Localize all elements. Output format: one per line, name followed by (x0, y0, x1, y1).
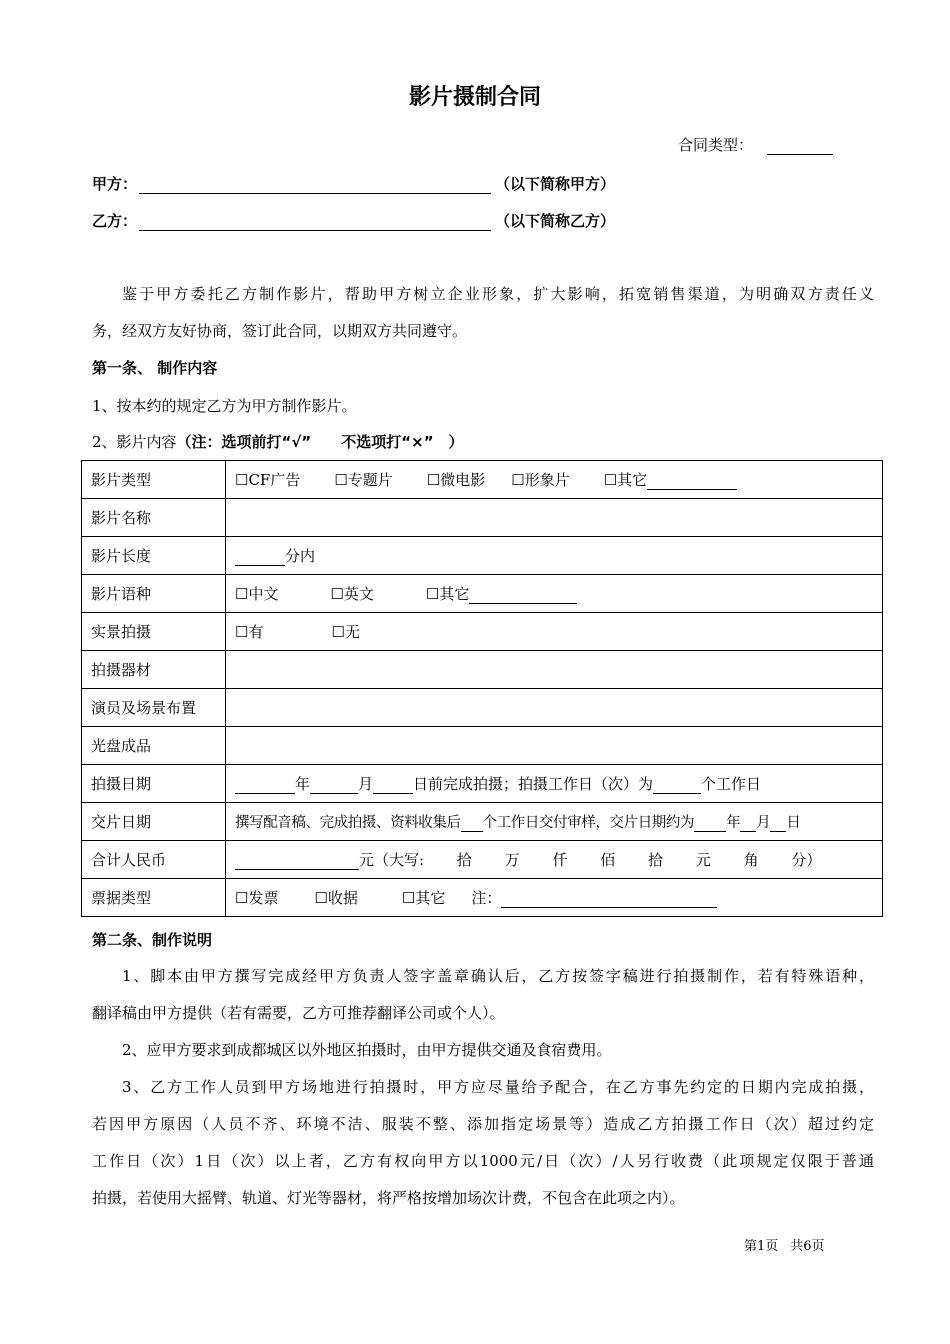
film-length-cell (226, 537, 883, 575)
contract-type (678, 134, 833, 155)
table-row (82, 651, 883, 689)
month-text: 月 (358, 775, 374, 793)
contract-type-blank[interactable] (767, 140, 833, 155)
party-b-label: 乙方： (92, 212, 138, 230)
page-title: 影片摄制合同 (408, 85, 541, 110)
unit-text: 万 (504, 851, 520, 869)
unit-text: 角 (743, 851, 759, 869)
workdays-blank[interactable] (653, 779, 701, 794)
table-row (82, 613, 883, 651)
invoice-type-options (226, 879, 883, 917)
table-row (82, 575, 883, 613)
delivery-month-blank[interactable] (740, 817, 756, 832)
checkbox-no[interactable]: ☐无 (331, 623, 360, 641)
film-language-options (226, 575, 883, 613)
shoot-year-blank[interactable] (235, 779, 295, 794)
party-a-line (92, 173, 615, 194)
table-row (82, 461, 883, 499)
checkbox-chinese[interactable]: ☐中文 (235, 585, 279, 603)
invoice-note-label: 注： (471, 889, 502, 907)
delivery-text-2: 个工作日交付审样，交片日期约为 (482, 815, 695, 831)
page-footer (744, 1235, 837, 1254)
article2-p1-line2: 翻译稿由甲方提供（若有需要，乙方可推荐翻译公司或个人）。 (92, 1004, 505, 1022)
film-spec-table (81, 460, 883, 917)
checkbox-cf-ad[interactable]: ☐CF广告 (235, 471, 301, 489)
article2-p1-line1: 1、脚本由甲方撰写完成经甲方负责人签字盖章确认后，乙方按签字稿进行拍摄制作，若有特殊语种， (122, 967, 874, 985)
checkbox-documentary[interactable]: ☐专题片 (334, 471, 393, 489)
table-row (82, 765, 883, 803)
equipment-label: 拍摄器材 (82, 651, 226, 689)
table-row (82, 879, 883, 917)
language-other-blank[interactable] (469, 589, 577, 604)
article2-p3-line4: 拍摄，若使用大摇臂、轨道、灯光等器材，将严格按增加场次计费，不包含在此项之内）。 (92, 1189, 685, 1207)
article2-p3-line1: 3、乙方工作人员到甲方场地进行拍摄时，甲方应尽量给予配合，在乙方事先约定的日期内完成拍摄， (122, 1078, 874, 1096)
film-length-unit: 分内 (285, 547, 316, 565)
checkbox-yes[interactable]: ☐有 (235, 623, 264, 641)
table-row (82, 537, 883, 575)
day-text: 日 (786, 815, 801, 831)
preamble-line-1: 鉴于甲方委托乙方制作影片，帮助甲方树立企业形象，扩大影响，拓宽销售渠道，为明确双方责任义 (122, 285, 874, 303)
delivery-day-blank[interactable] (770, 817, 786, 832)
equipment-value[interactable] (226, 651, 883, 689)
actors-label: 演员及场景布置 (82, 689, 226, 727)
page-total: 共6页 (790, 1239, 825, 1254)
year-text: 年 (726, 815, 741, 831)
article1-heading: 第一条、 制作内容 (92, 359, 218, 377)
unit-text: 元 (695, 851, 711, 869)
disc-value[interactable] (226, 727, 883, 765)
checkbox-language-other[interactable]: ☐其它 (425, 585, 470, 603)
month-text: 月 (756, 815, 771, 831)
party-b-blank[interactable] (139, 216, 491, 231)
film-length-label: 影片长度 (82, 537, 226, 575)
disc-label: 光盘成品 (82, 727, 226, 765)
invoice-note-blank[interactable] (501, 893, 717, 908)
checkbox-type-other[interactable]: ☐其它 (603, 471, 648, 489)
total-rmb-cell (226, 841, 883, 879)
article1-item2-prefix: 2、影片内容 (92, 433, 177, 451)
article2-p3-line2: 若因甲方原因（人员不齐、环境不洁、服装不整、添加指定场景等）造成乙方拍摄工作日（次）超过约定 (92, 1115, 874, 1133)
invoice-type-label: 票据类型 (82, 879, 226, 917)
checkbox-receipt[interactable]: ☐收据 (314, 889, 358, 907)
delivery-date-cell (226, 803, 883, 841)
table-row (82, 803, 883, 841)
party-b-line (92, 210, 615, 231)
film-type-label: 影片类型 (82, 461, 226, 499)
checkbox-invoice-other[interactable]: ☐其它 (401, 889, 446, 907)
delivery-year-blank[interactable] (694, 817, 726, 832)
article1-item2 (92, 424, 874, 461)
year-text: 年 (295, 775, 311, 793)
article1-item1: 1、按本约的规定乙方为甲方制作影片。 (92, 397, 357, 415)
film-name-value[interactable] (226, 499, 883, 537)
party-a-blank[interactable] (139, 179, 491, 194)
total-rmb-label: 合计人民币 (82, 841, 226, 879)
table-row (82, 499, 883, 537)
shoot-day-text: 日前完成拍摄；拍摄工作日（次）为 (413, 775, 654, 793)
unit-text: 仟 (552, 851, 568, 869)
shoot-date-cell (226, 765, 883, 803)
table-row (82, 689, 883, 727)
article2-p3-line3: 工作日（次）1日（次）以上者，乙方有权向甲方以1000元/日（次）/人另行收费（此项规定仅限于普通 (92, 1152, 874, 1170)
yuan-text: 元（大写: (359, 851, 425, 869)
workdays-text: 个工作日 (701, 775, 762, 793)
article2-p2: 2、应甲方要求到成都城区以外地区拍摄时，由甲方提供交通及食宿费用。 (122, 1041, 612, 1059)
contract-type-label: 合同类型： (678, 136, 754, 154)
unit-text: 分） (791, 851, 822, 869)
location-shoot-options (226, 613, 883, 651)
shoot-day-blank[interactable] (373, 779, 413, 794)
checkbox-english[interactable]: ☐英文 (330, 585, 374, 603)
checkbox-invoice[interactable]: ☐发票 (235, 889, 279, 907)
film-name-label: 影片名称 (82, 499, 226, 537)
review-days-blank[interactable] (461, 817, 483, 832)
unit-text: 拾 (648, 851, 664, 869)
delivery-date-label: 交片日期 (82, 803, 226, 841)
table-row (82, 727, 883, 765)
article1-item2-note: （注：选项前打“√” 不选项打“×” ） (176, 433, 464, 451)
party-a-label: 甲方： (92, 175, 138, 193)
checkbox-image-film[interactable]: ☐形象片 (511, 471, 570, 489)
amount-blank[interactable] (235, 855, 359, 870)
page-number: 第1页 (744, 1239, 779, 1254)
article2-heading: 第二条、制作说明 (92, 931, 213, 949)
type-other-blank[interactable] (647, 475, 737, 490)
party-a-suffix: （以下简称甲方） (495, 175, 616, 193)
location-shoot-label: 实景拍摄 (82, 613, 226, 651)
table-row (82, 841, 883, 879)
film-language-label: 影片语种 (82, 575, 226, 613)
shoot-month-blank[interactable] (310, 779, 358, 794)
shoot-date-label: 拍摄日期 (82, 765, 226, 803)
checkbox-micro-film[interactable]: ☐微电影 (426, 471, 486, 489)
preamble-line-2: 务，经双方友好协商，签订此合同，以期双方共同遵守。 (92, 322, 468, 340)
film-type-options (226, 461, 883, 499)
delivery-text-1: 撰写配音稿、完成拍摄、资料收集后 (235, 815, 461, 831)
party-b-suffix: （以下简称乙方） (495, 212, 616, 230)
actors-value[interactable] (226, 689, 883, 727)
film-length-blank[interactable] (235, 551, 285, 566)
unit-text: 佰 (600, 851, 616, 869)
unit-text: 拾 (456, 851, 472, 869)
